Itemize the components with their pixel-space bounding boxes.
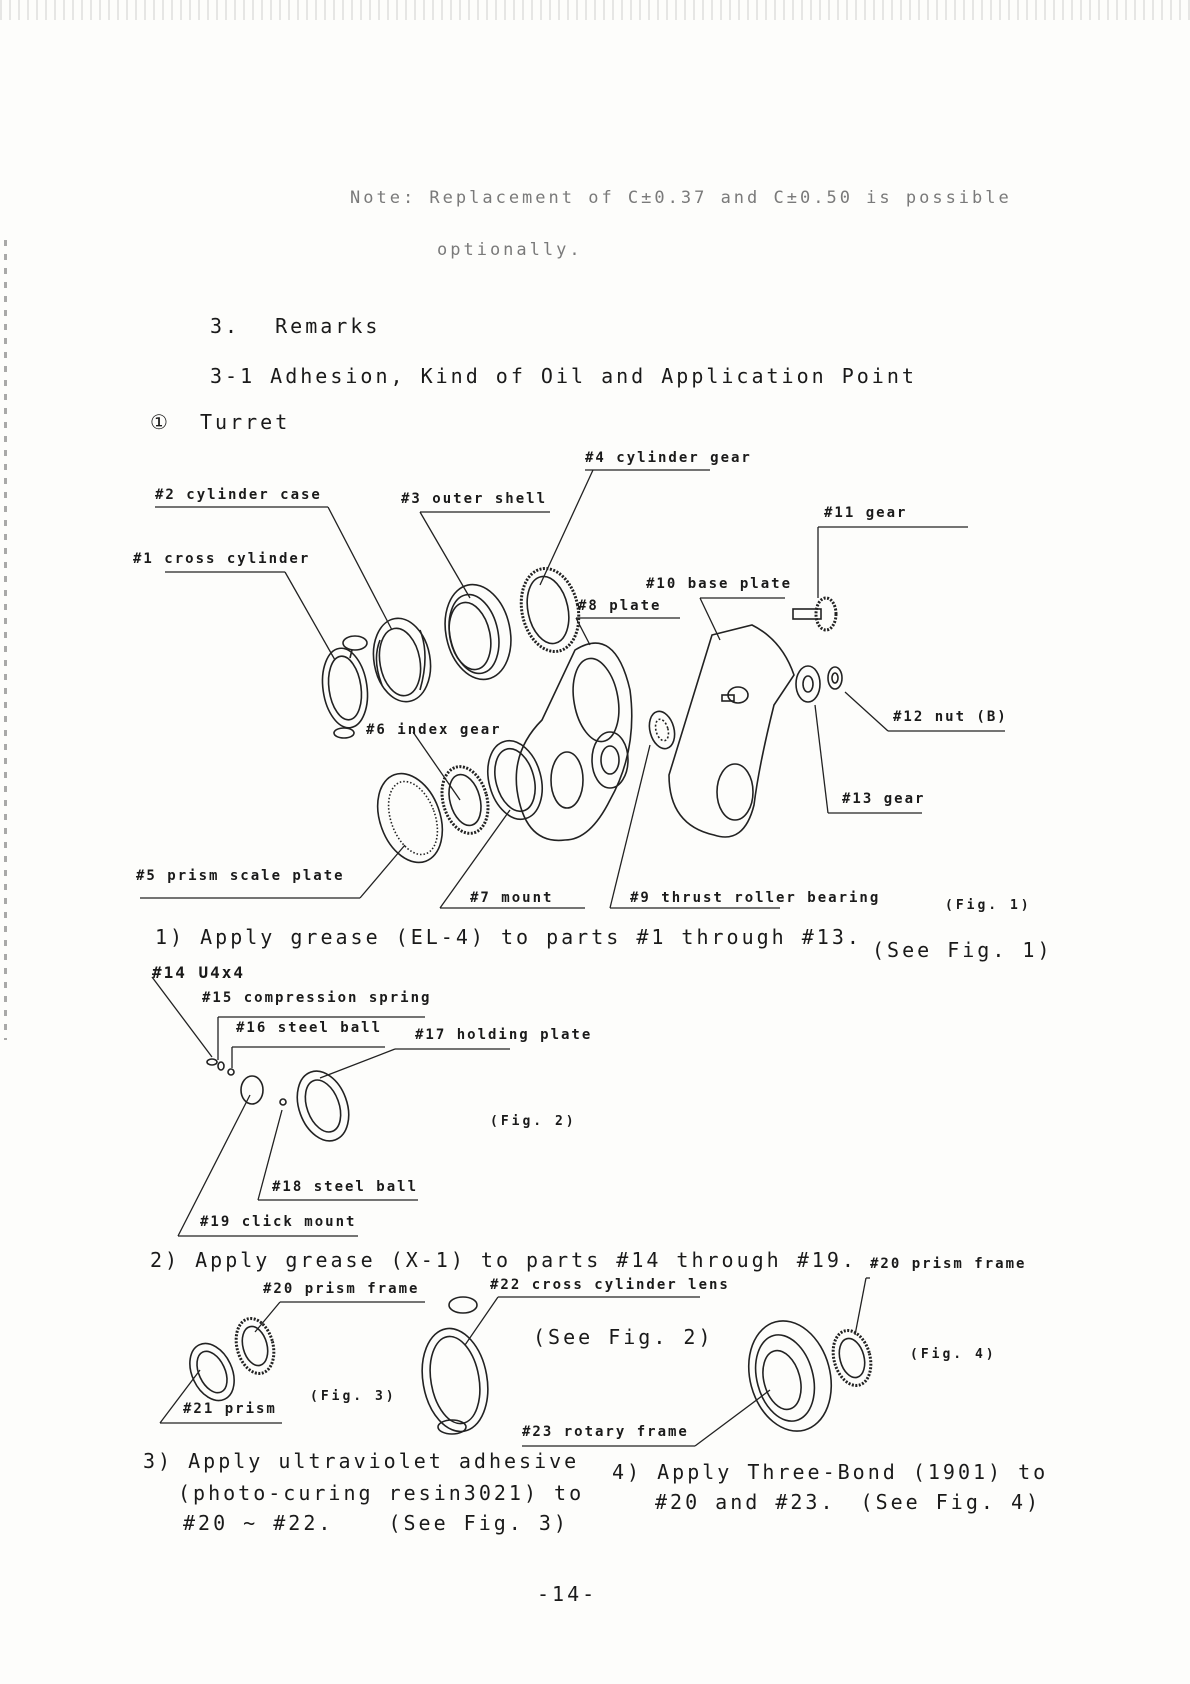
- part-9-thrust-roller-bearing-shape: [645, 709, 678, 752]
- part-11-gear-shape: [793, 598, 836, 630]
- instruction-4-line-1: 4) Apply Three-Bond (1901) to: [612, 1460, 1049, 1484]
- subsection-title: 3-1 Adhesion, Kind of Oil and Application Point: [210, 364, 917, 388]
- part-4-cylinder-gear-shape: [514, 563, 586, 657]
- label-part-23: #23 rotary frame: [522, 1424, 689, 1440]
- label-part-16: #16 steel ball: [236, 1020, 383, 1036]
- part-10-base-plate-shape: [669, 625, 794, 837]
- label-part-11: #11 gear: [824, 505, 908, 521]
- label-part-4: #4 cylinder gear: [585, 450, 752, 466]
- label-fig4-part-20: #20 prism frame: [870, 1256, 1027, 1272]
- fig1-caption: (Fig. 1): [945, 898, 1032, 913]
- note-line-2: optionally.: [437, 240, 583, 260]
- page-number: -14-: [537, 1582, 598, 1606]
- part-7-mount-shape: [480, 735, 551, 826]
- section-title: Remarks: [275, 314, 381, 338]
- fig4-leaders: [522, 1278, 870, 1446]
- label-part-10: #10 base plate: [646, 576, 793, 592]
- label-part-19: #19 click mount: [200, 1214, 357, 1230]
- label-part-12: #12 nut (B): [893, 709, 1008, 725]
- instruction-3-ref: (See Fig. 3): [388, 1511, 569, 1535]
- label-part-7: #7 mount: [470, 890, 554, 906]
- label-part-17: #17 holding plate: [415, 1027, 593, 1043]
- fig4-caption: (Fig. 4): [910, 1347, 997, 1362]
- part-12-13-shapes: [796, 666, 842, 702]
- part-3-outer-shell-shape: [437, 578, 520, 685]
- instruction-2: 2) Apply grease (X-1) to parts #14 through #19.: [150, 1248, 857, 1272]
- instruction-3-line-3: [183, 1511, 569, 1535]
- instruction-4-ref: (See Fig. 4): [860, 1490, 1042, 1514]
- label-part-6: #6 index gear: [366, 722, 502, 738]
- part-8-plate-shape: [516, 643, 631, 840]
- label-part-1: #1 cross cylinder: [133, 551, 311, 567]
- fig2-caption: (Fig. 2): [490, 1114, 577, 1129]
- label-part-2: #2 cylinder case: [155, 487, 322, 503]
- label-part-5: #5 prism scale plate: [136, 868, 345, 884]
- label-part-13: #13 gear: [842, 791, 926, 807]
- instruction-3-line-1: 3) Apply ultraviolet adhesive: [143, 1449, 580, 1473]
- label-part-14: #14 U4x4: [152, 963, 246, 982]
- fig3-caption: (Fig. 3): [310, 1389, 397, 1404]
- part-1-cross-cylinder-shape: [318, 636, 373, 738]
- instruction-3-line-2: (photo-curing resin3021) to: [178, 1481, 585, 1505]
- part-6-index-gear-shape: [435, 761, 495, 838]
- part-5-prism-scale-plate-shape: [366, 765, 454, 872]
- label-part-15: #15 compression spring: [202, 990, 432, 1006]
- label-part-8: #8 plate: [578, 598, 662, 614]
- fig2-leaders: [152, 977, 510, 1236]
- instruction-2-ref: (See Fig. 2): [533, 1325, 714, 1349]
- instruction-1: 1) Apply grease (EL-4) to parts #1 through #13.: [155, 925, 862, 949]
- instruction-3-parts: #20 ~ #22.: [183, 1511, 334, 1535]
- part-2-cylinder-case-shape: [367, 614, 437, 706]
- label-fig3-part-20: #20 prism frame: [263, 1281, 420, 1297]
- turret-title: Turret: [199, 410, 291, 434]
- section-number: 3.: [210, 314, 241, 338]
- note-line-1: Note: Replacement of C±0.37 and C±0.50 is possible: [350, 188, 1012, 208]
- label-part-18: #18 steel ball: [272, 1179, 419, 1195]
- instruction-4-parts: #20 and #23.: [655, 1490, 836, 1514]
- label-part-9: #9 thrust roller bearing: [630, 890, 881, 906]
- label-part-3: #3 outer shell: [401, 491, 548, 507]
- instruction-4-line-2: [655, 1490, 1041, 1514]
- label-part-21: #21 prism: [183, 1401, 277, 1417]
- label-part-22: #22 cross cylinder lens: [490, 1277, 730, 1293]
- turret-marker: ①: [150, 410, 171, 434]
- instruction-1-ref: (See Fig. 1): [872, 938, 1053, 962]
